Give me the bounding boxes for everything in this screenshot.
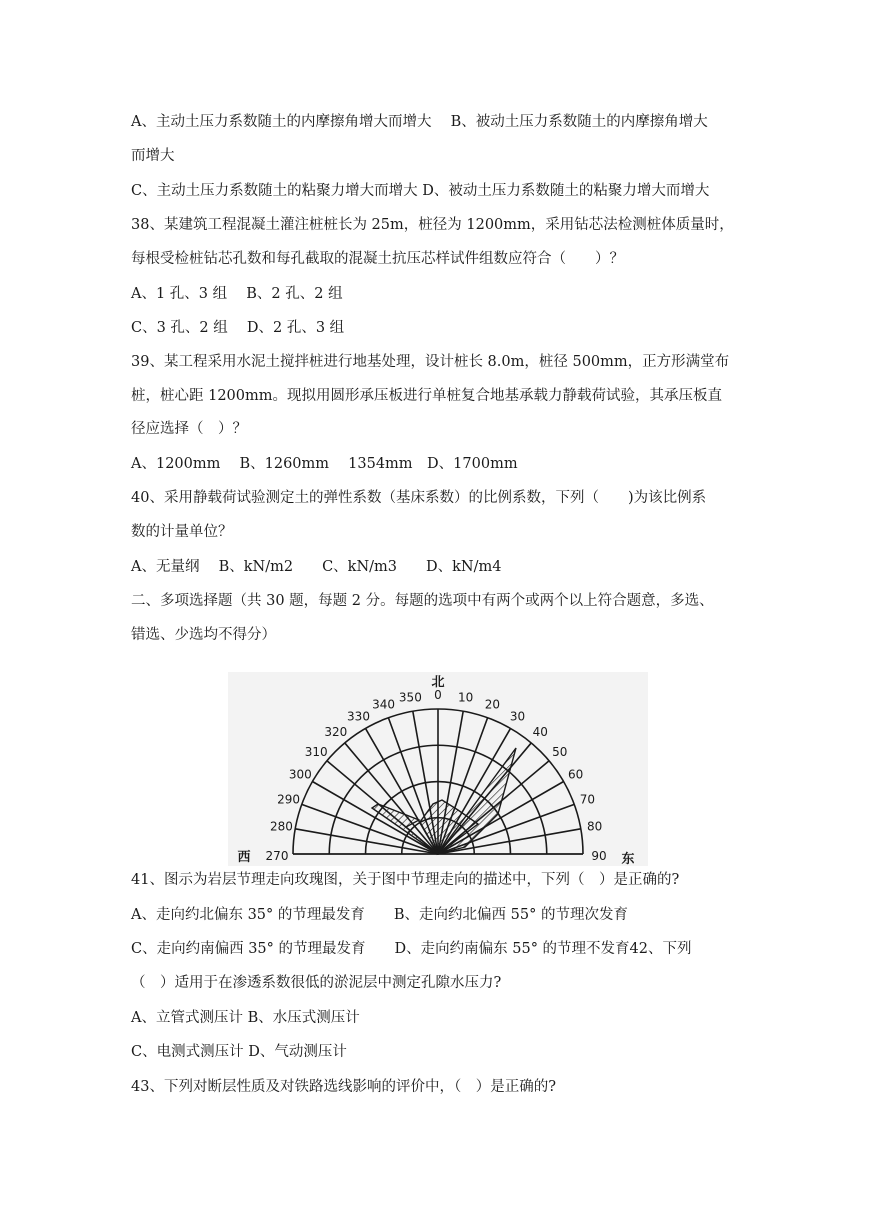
section-heading-cont: 错选、少选均不得分）	[131, 627, 276, 643]
question-39-cont2: 径应选择（ ）？	[131, 421, 247, 437]
north-label: 北	[431, 675, 445, 690]
option-line-40: A、无量纲 B、kN/m2 C、kN/m3 D、kN/m4	[131, 559, 502, 575]
option-line-42c: C、电测式测压计 D、气动测压计	[131, 1044, 347, 1060]
angle-label: 270	[265, 849, 289, 863]
angle-label: 330	[347, 709, 370, 724]
question-43: 43、下列对断层性质及对铁路选线影响的评价中，（ ）是正确的?	[131, 1079, 556, 1095]
question-39: 39、某工程采用水泥土搅拌桩进行地基处理，设计桩长 8.0m，桩径 500mm，正方形满堂布	[131, 354, 730, 370]
question-42: （ ）适用于在渗透系数很低的淤泥层中测定孔隙水压力?	[131, 975, 502, 991]
option-line-42a: A、立管式测压计 B、水压式测压计	[131, 1010, 360, 1026]
west-label: 西	[237, 850, 251, 865]
option-line-37a-cont: 而增大	[131, 148, 175, 164]
angle-label: 20	[484, 697, 501, 712]
option-line-37a: A、主动土压力系数随土的内摩擦角增大而增大 B、被动土压力系数随土的内摩擦角增大	[131, 114, 708, 130]
option-line-39: A、1200mm B、1260mm 1354mm D、1700mm	[131, 456, 518, 472]
angle-label: 300	[288, 767, 312, 782]
option-line-38a: A、1 孔、3 组 B、2 孔、2 组	[131, 286, 343, 302]
angle-label: 70	[579, 792, 596, 807]
question-40: 40、采用静载荷试验测定土的弹性系数（基床系数）的比例系数，下列（ )为该比例系	[131, 490, 707, 506]
question-38: 38、某建筑工程混凝土灌注桩桩长为 25m，桩径为 1200mm，采用钻芯法检测桩体质量时，	[131, 217, 734, 233]
joint-rose-diagram	[228, 672, 648, 866]
angle-label: 10	[457, 690, 474, 705]
angle-label: 60	[568, 767, 584, 782]
east-label: 东	[621, 852, 635, 866]
angle-label: 90	[591, 849, 607, 863]
angle-label: 280	[269, 819, 293, 834]
angle-label: 320	[324, 725, 348, 740]
section-heading-multiple-choice: 二、多项选择题（共 30 题，每题 2 分。每题的选项中有两个或两个以上符合题意，多选、	[131, 593, 714, 609]
angle-label: 50	[552, 744, 568, 759]
question-40-cont: 数的计量单位？	[131, 524, 233, 540]
option-line-37c: C、主动土压力系数随土的粘聚力增大而增大 D、被动土压力系数随土的粘聚力增大而增大	[131, 183, 710, 199]
angle-label: 340	[372, 697, 396, 712]
angle-label: 30	[509, 709, 526, 724]
question-38-cont: 每根受检桩钻芯孔数和每孔截取的混凝土抗压芯样试件组数应符合（ ）？	[131, 251, 624, 267]
question-41: 41、图示为岩层节理走向玫瑰图，关于图中节理走向的描述中，下列（ ）是正确的?	[131, 872, 680, 888]
angle-label: 0	[434, 688, 442, 702]
angle-label: 80	[586, 819, 603, 834]
option-line-41c: C、走向约南偏西 35° 的节理最发育 D、走向约南偏东 55° 的节理不发育42、下列	[131, 941, 692, 957]
option-line-41a: A、走向约北偏东 35° 的节理最发育 B、走向约北偏西 55° 的节理次发育	[131, 907, 628, 923]
angle-label: 310	[304, 744, 328, 759]
option-line-38c: C、3 孔、2 组 D、2 孔、3 组	[131, 320, 345, 336]
angle-label: 350	[398, 690, 422, 705]
angle-label: 40	[532, 725, 548, 740]
question-39-cont1: 桩，桩心距 1200mm。现拟用圆形承压板进行单桩复合地基承载力静载荷试验，其承压板直	[131, 388, 723, 404]
angle-label: 290	[277, 792, 301, 807]
